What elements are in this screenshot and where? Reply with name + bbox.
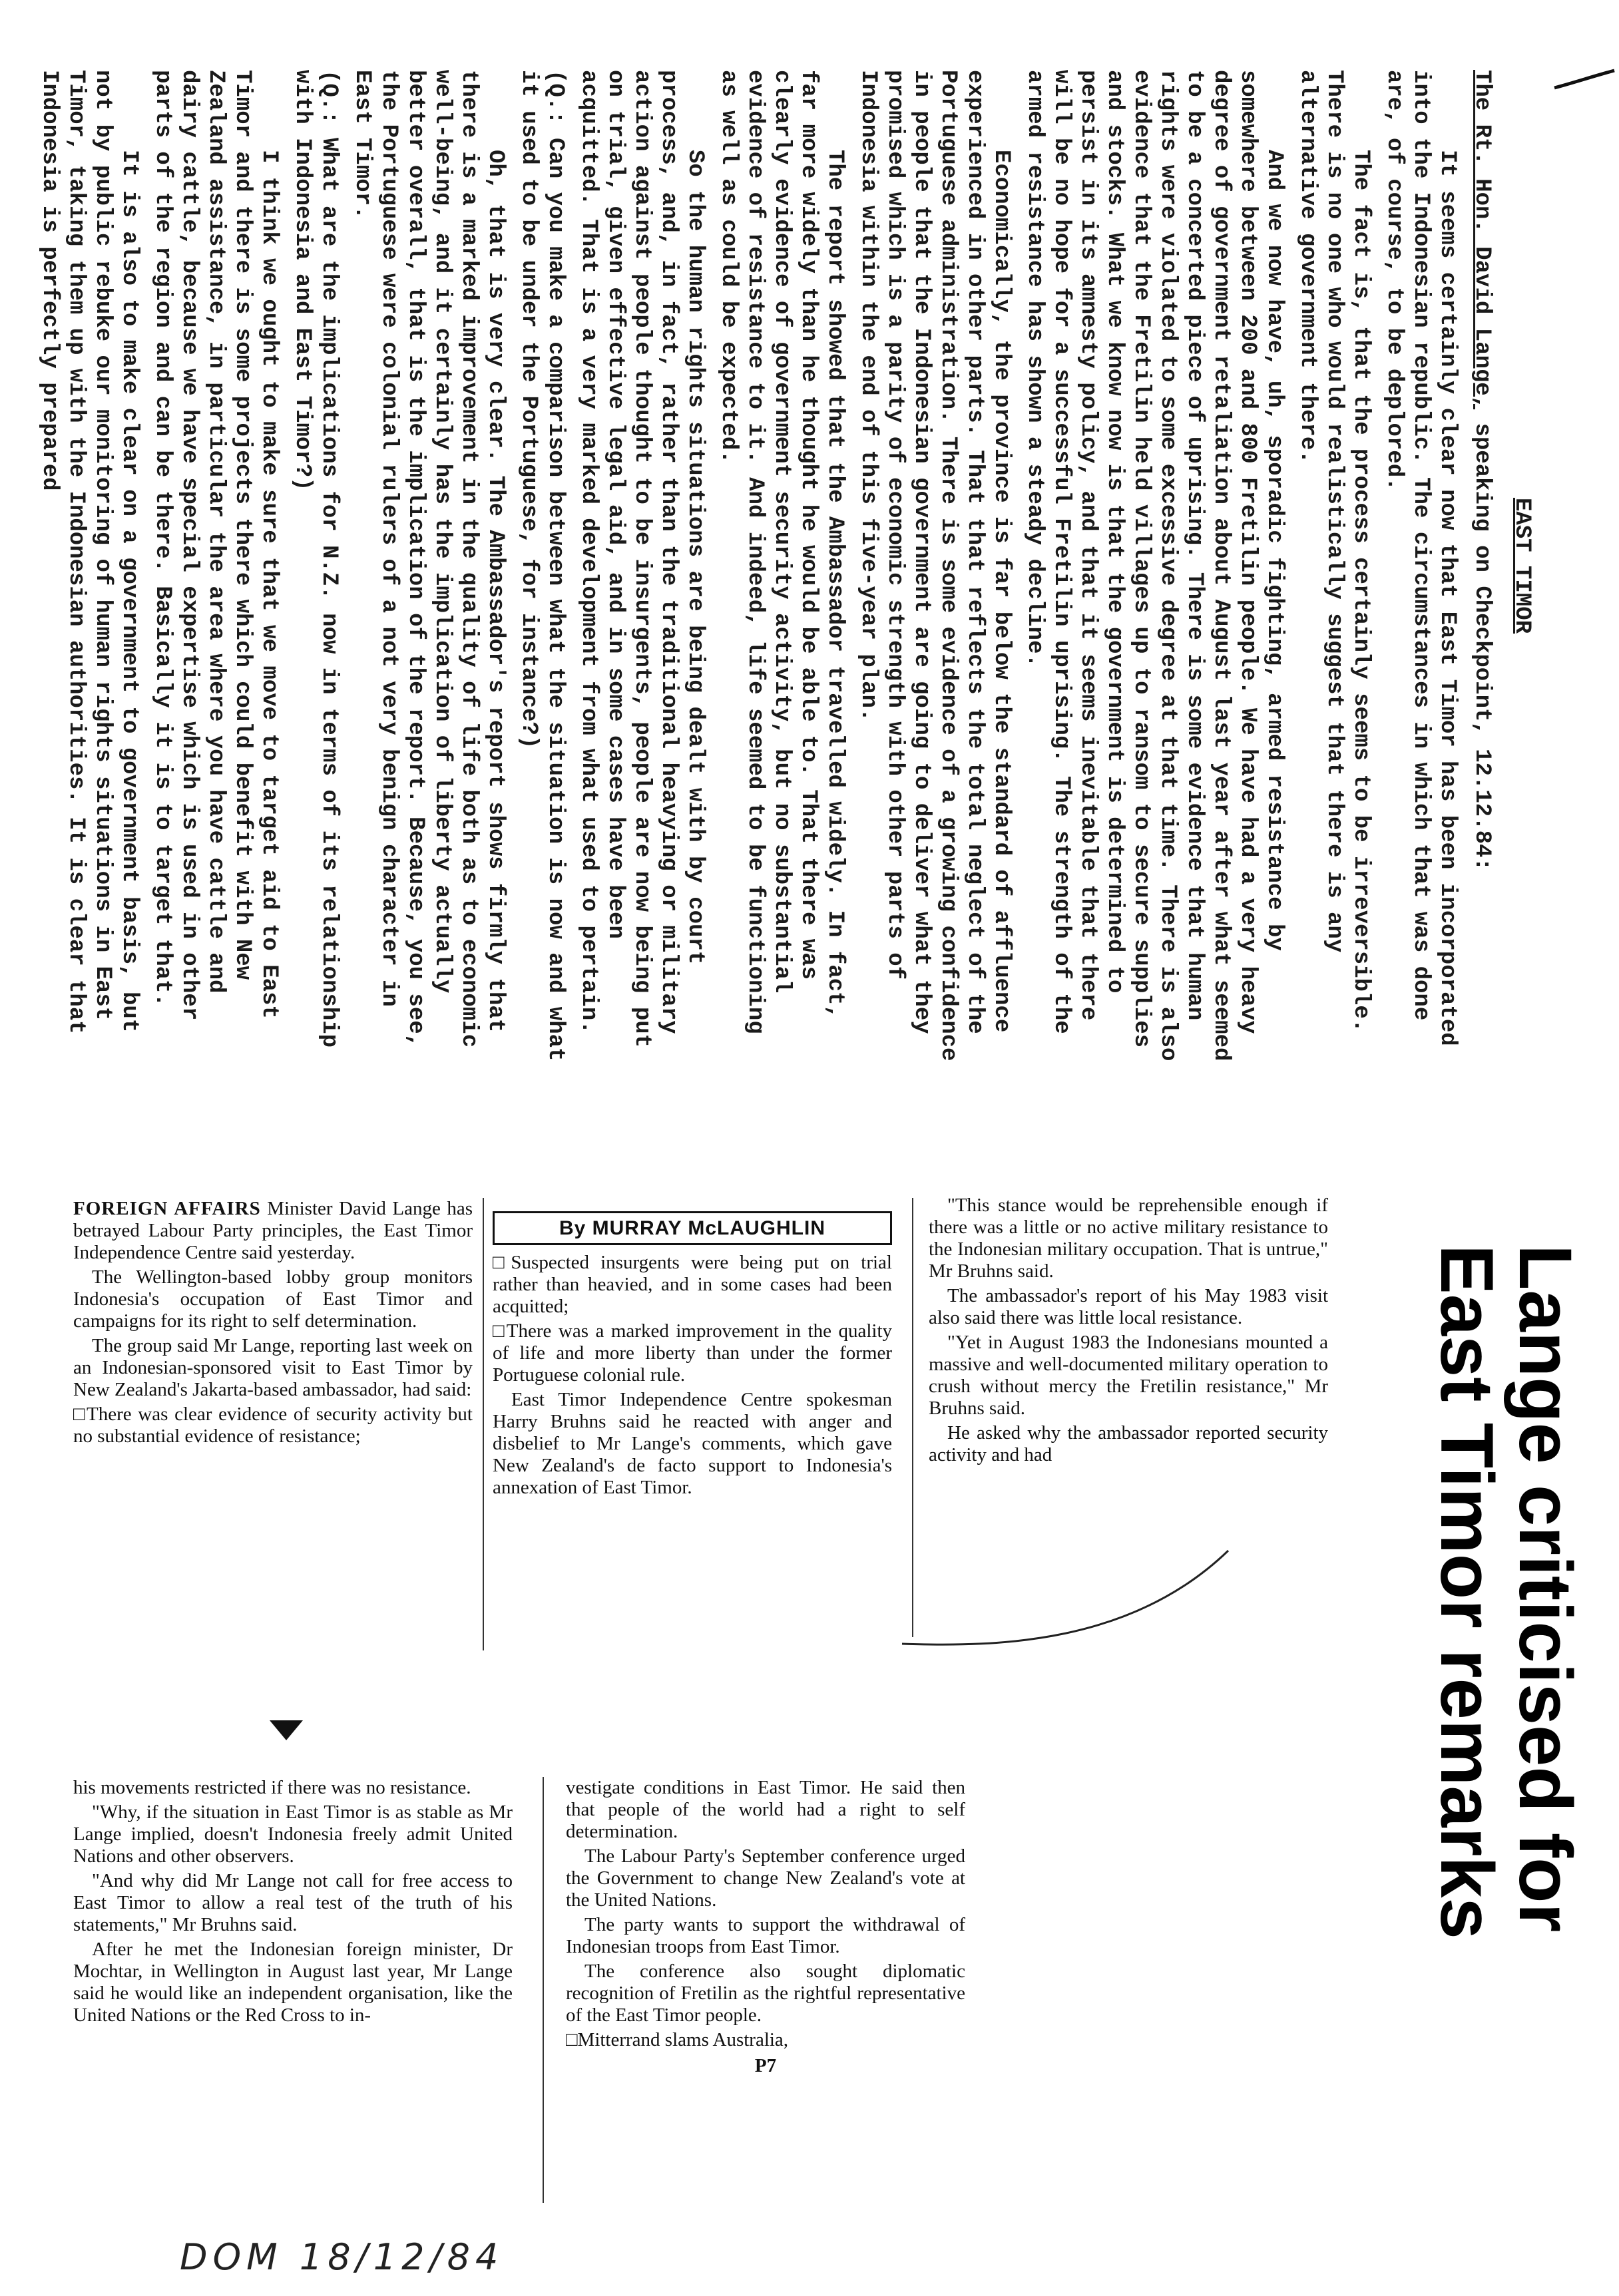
clipping-column-5 bbox=[566, 1777, 965, 2077]
column-rule bbox=[483, 1198, 484, 1650]
article-paragraph: The Wellington-based lobby group monitors Indonesia's occupation of East Timor and campaigns for its right to self determination. bbox=[73, 1266, 473, 1332]
speaker-name: The Rt. Hon. David Lange, bbox=[1469, 70, 1495, 410]
arrow-down-icon bbox=[266, 1717, 306, 1744]
article-paragraph: The party wants to support the withdrawal of Indonesian troops from East Timor. bbox=[566, 1914, 965, 1957]
article-paragraph: After he met the Indonesian foreign minister, Dr Mochtar, in Wellington in August last year, Mr Lange said he would like an independent organisation, like the United Nations or the Red Cross to in- bbox=[73, 1939, 513, 2026]
transcript-paragraph: I think we ought to make sure that we move to target aid to East Timor and there is some projects there which could benefit with New Zealand assistance, in particular the area where you have cattle and dairy cattle, because we have special expertise which is used in other parts of the region and can be there. Basically it is to target that. bbox=[150, 70, 282, 1021]
clipping-column-3 bbox=[929, 1195, 1328, 1469]
transcript-header: EAST TIMOR bbox=[1509, 497, 1534, 634]
clipping-column-1 bbox=[73, 1198, 473, 1450]
related-story-teaser: □ Mitterrand slams Australia, bbox=[566, 2029, 965, 2051]
bullet-paragraph: □ Suspected insurgents were being put on trial rather than heavied, and in some cases had been acquitted; bbox=[493, 1252, 892, 1318]
column-rule bbox=[543, 1777, 544, 2203]
article-paragraph: "Yet in August 1983 the Indonesians mounted a massive and well-documented military operation to crush without mercy the Fretilin resistance," Mr Bruhns said. bbox=[929, 1332, 1328, 1419]
transcript-paragraph: Oh, that is very clear. The Ambassador's report shows firmly that there is a marked improvement in the quality of life both as to economic well-being, and it certainly has the implication of liberty actually better overall, that is the implication of the report. Because, you see, the Portuguese were colonial rulers of a not very benign character in East Timor. bbox=[349, 70, 508, 1048]
transcript-question: (Q.: What are the implications for N.Z. now in terms of its relationship with Indonesia and East Timor?) bbox=[290, 70, 342, 1048]
article-paragraph: "Why, if the situation in East Timor is as stable as Mr Lange implied, doesn't Indonesia freely admit United Nations and other observers. bbox=[73, 1802, 513, 1867]
transcript-paragraph: It seems certainly clear now that East Timor has been incorporated into the Indonesian republic. The circumstances in which that was done are, of course, to be deplored. bbox=[1381, 70, 1460, 1046]
rotated-transcript bbox=[37, 50, 1542, 1081]
lead-kicker: FOREIGN AFFAIRS bbox=[73, 1198, 261, 1219]
transcript-paragraph: And we now have, uh, sporadic fighting, armed resistance by somewhere between 200 and 800 Fretilin people. We have had a very heavy degree of government retaliation about August last year after what seemed to be a concerted piece of uprising. There is some evidence that human rights were violated to some excessive degree at that time. There is also evidence that the Fretilin held villages up to ransom to secure supplies and stocks. What we know now is that the government is determined to persist in its amnesty policy, and that it seems inevitable that there will be no hope for a successful Fretilin uprising. The strength of the armed resistance has shown a steady decline. bbox=[1022, 70, 1287, 1061]
page-reference: P7 bbox=[754, 2055, 777, 2076]
cut-line bbox=[899, 1544, 1232, 1650]
transcript-paragraph: Economically, the province is far below the standard of affluence experienced in other parts. That that reflects the total neglect of the Portuguese administration. There is some evidence of a growing confidence in people that the Indonesian government are going to deliver what they promised which is a parity of economic strength with other parts of Indonesia within the end of this five-year plan. bbox=[855, 70, 1014, 1061]
transcript-paragraph: It is also to make clear on a government to government basis, but not by public rebuke our monitoring of human rights situations in East Timor, taking them up with the Indonesian authorities. It is clear that Indonesia is perfectly prepared bbox=[37, 70, 142, 1034]
article-paragraph: The group said Mr Lange, reporting last week on an Indonesian-sponsored visit to East Timor by New Zealand's Jakarta-based ambassador, had said: bbox=[73, 1335, 473, 1400]
transcript-byline bbox=[1469, 70, 1495, 1061]
clipping-headline bbox=[1411, 1244, 1587, 2243]
handwritten-date: DOM 18/12/84 bbox=[180, 2236, 504, 2278]
speaker-context: speaking on Checkpoint, 12.12.84: bbox=[1469, 409, 1495, 871]
article-paragraph: his movements restricted if there was no resistance. bbox=[73, 1777, 471, 1798]
headline-line-2: East Timor remarks bbox=[1425, 1244, 1508, 1939]
pen-mark bbox=[1551, 67, 1618, 93]
clipping-column-2 bbox=[493, 1211, 892, 1501]
article-paragraph: "This stance would be reprehensible enough if there was a little or no active military resistance to the Indonesian military occupation. That is untrue," Mr Bruhns said. bbox=[929, 1195, 1328, 1282]
article-paragraph: East Timor Independence Centre spokesman Harry Bruhns said he reacted with anger and disbelief to Mr Lange's comments, which gave New Zealand's de facto support to Indonesia's annexation of East Timor. bbox=[493, 1389, 892, 1498]
article-paragraph: The ambassador's report of his May 1983 visit also said there was little local resistance. bbox=[929, 1285, 1328, 1328]
transcript-question: (Q.: Can you make a comparison between what the situation is now and what it used to be under the Portuguese, for instance?) bbox=[516, 70, 568, 1061]
bullet-paragraph: □ There was a marked improvement in the quality of life and more liberty than under the former Portuguese colonial rule. bbox=[493, 1320, 892, 1386]
article-paragraph: "And why did Mr Lange not call for free access to East Timor to allow a real test of the truth of his statements," Mr Bruhns said. bbox=[73, 1870, 513, 1935]
headline-line-1: Lange criticised for bbox=[1504, 1244, 1587, 1933]
article-paragraph: The Labour Party's September conference urged the Government to change New Zealand's vote at the United Nations. bbox=[566, 1845, 965, 1911]
clipping-column-4 bbox=[73, 1777, 513, 2029]
article-paragraph: vestigate conditions in East Timor. He said then that people of the world had a right to self determination. bbox=[566, 1777, 965, 1842]
transcript-paragraph: The report showed that the Ambassador travelled widely. In fact, far more widely than he thought he would be able to. That there was clearly evidence of government security activity, but no substantial evidence of resistance to it. And indeed, life seemed to be functioning as well as could be expected. bbox=[716, 70, 847, 1034]
article-paragraph: He asked why the ambassador reported security activity and had bbox=[929, 1422, 1328, 1465]
bullet-paragraph: □ There was clear evidence of security activity but no substantial evidence of resistance; bbox=[73, 1404, 473, 1447]
lead-paragraph bbox=[73, 1198, 473, 1264]
article-paragraph: The conference also sought diplomatic recognition of Fretilin as the rightful representative of the East Timor people. bbox=[566, 1961, 965, 2026]
lead-text: Minister David Lange has betrayed Labour Party principles, the East Timor Independence Centre said yesterday. bbox=[73, 1198, 473, 1263]
reporter-byline: By MURRAY McLAUGHLIN bbox=[493, 1211, 892, 1245]
transcript-paragraph: So the human rights situations are being dealt with by court process, and, in fact, rather than the traditional heavying or military action against people thought to be insurgents, people are now being put on trial, given effective legal aid, and in some cases have been acquitted. That is a very marked development from what used to pertain. bbox=[576, 70, 708, 1048]
transcript-paragraph: The fact is, that the process certainly seems to be irreversible. There is no one who would realistically suggest that there is any alternative government there. bbox=[1295, 70, 1373, 1033]
